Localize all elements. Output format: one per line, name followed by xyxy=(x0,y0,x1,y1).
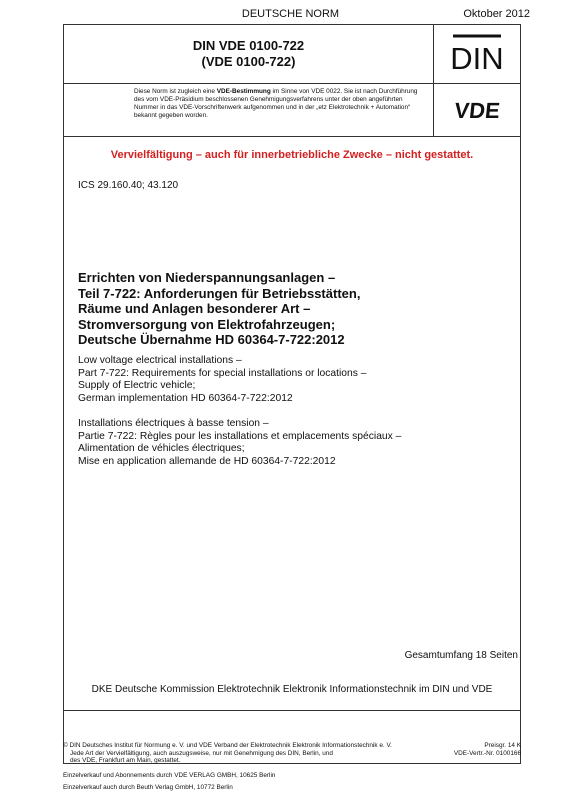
title-french-line: Mise en application allemande de HD 60364-7-722:2012 xyxy=(78,455,336,467)
copyright-line: © DIN Deutsches Institut für Normung e. V. und VDE Verband der Elektrotechnik Elektronik Informationstechnik e. V. xyxy=(63,742,392,749)
title-german xyxy=(78,270,518,348)
price-info xyxy=(454,742,521,757)
title-german-line: Teil 7-722: Anforderungen für Betriebsstätten, xyxy=(78,285,361,301)
title-french-line: Partie 7-722: Règles pour les installations et emplacements spéciaux – xyxy=(78,430,402,442)
din-logo-text: DIN xyxy=(450,41,504,76)
standard-number: DIN VDE 0100-722 xyxy=(192,38,305,53)
title-german-line: Räume und Anlagen besonderer Art – xyxy=(78,301,311,316)
notice-bold: VDE-Bestimmung xyxy=(216,88,271,95)
vde-notice xyxy=(63,83,434,137)
sales-line-vde: Einzelverkauf und Abonnements durch VDE VERLAG GMBH, 10625 Berlin xyxy=(63,772,276,779)
bottom-rule xyxy=(63,710,521,711)
vde-logo-box xyxy=(433,83,521,137)
title-german-line: Deutsche Übernahme HD 60364-7-722:2012 xyxy=(78,332,345,347)
copyright-line: Jede Art der Vervielfältigung, auch auszugsweise, nur mit Genehmigung des DIN, Berlin, und xyxy=(70,749,333,757)
vde-logo-text: VDE xyxy=(453,98,502,123)
title-english-line: German implementation HD 60364-7-722:2012 xyxy=(78,392,293,404)
publication-date: Oktober 2012 xyxy=(463,8,530,20)
din-logo-box xyxy=(433,24,521,84)
notice-text: im Sinne von VDE 0022. Sie ist nach Durchführung des vom VDE-Präsidium beschlossenen Genehmigungsverfahrens unter der oben angeführten Nummer in das VDE-Vorschriftenwerk aufgenommen und in der „etz Elektrotechnik + Automation“ bekannt gegeben worden. xyxy=(134,88,418,119)
price-group: Preisgr. 14 K xyxy=(484,742,521,749)
copyright-notice xyxy=(63,742,423,765)
title-french-line: Alimentation de véhicles électriques; xyxy=(78,443,245,454)
din-logo-icon xyxy=(434,25,520,83)
total-pages: Gesamtumfang 18 Seiten xyxy=(404,650,518,661)
title-english xyxy=(78,355,518,405)
vde-vertr-nr: VDE-Vertr.-Nr. 0100166 xyxy=(453,749,521,757)
title-french-line: Installations électriques à basse tension – xyxy=(78,418,269,429)
dke-line: DKE Deutsche Kommission Elektrotechnik Elektronik Informationstechnik im DIN und VDE xyxy=(91,684,493,695)
title-german-line: Stromversorgung von Elektrofahrzeugen; xyxy=(78,316,336,332)
title-english-line: Supply of Electric vehicle; xyxy=(78,380,196,391)
notice-prefix: Diese Norm ist zugleich eine xyxy=(134,88,217,95)
copy-warning: Vervielfältigung – auch für innerbetriebliche Zwecke – nicht gestattet. xyxy=(110,149,474,161)
title-german-line: Errichten von Niederspannungsanlagen – xyxy=(78,270,336,285)
copyright-line: des VDE, Frankfurt am Main, gestattet. xyxy=(70,757,181,764)
sales-line-beuth: Einzelverkauf auch durch Beuth Verlag GmbH, 10772 Berlin xyxy=(63,784,233,791)
standard-number-alt: (VDE 0100-722) xyxy=(201,54,296,69)
norm-type-label: DEUTSCHE NORM xyxy=(241,8,340,20)
standard-number-box xyxy=(63,24,434,84)
ics-code: ICS 29.160.40; 43.120 xyxy=(78,180,179,191)
vde-logo-icon xyxy=(434,84,520,136)
title-english-line: Low voltage electrical installations – xyxy=(78,355,242,366)
title-french xyxy=(78,418,518,468)
title-english-line: Part 7-722: Requirements for special installations or locations – xyxy=(78,367,367,379)
